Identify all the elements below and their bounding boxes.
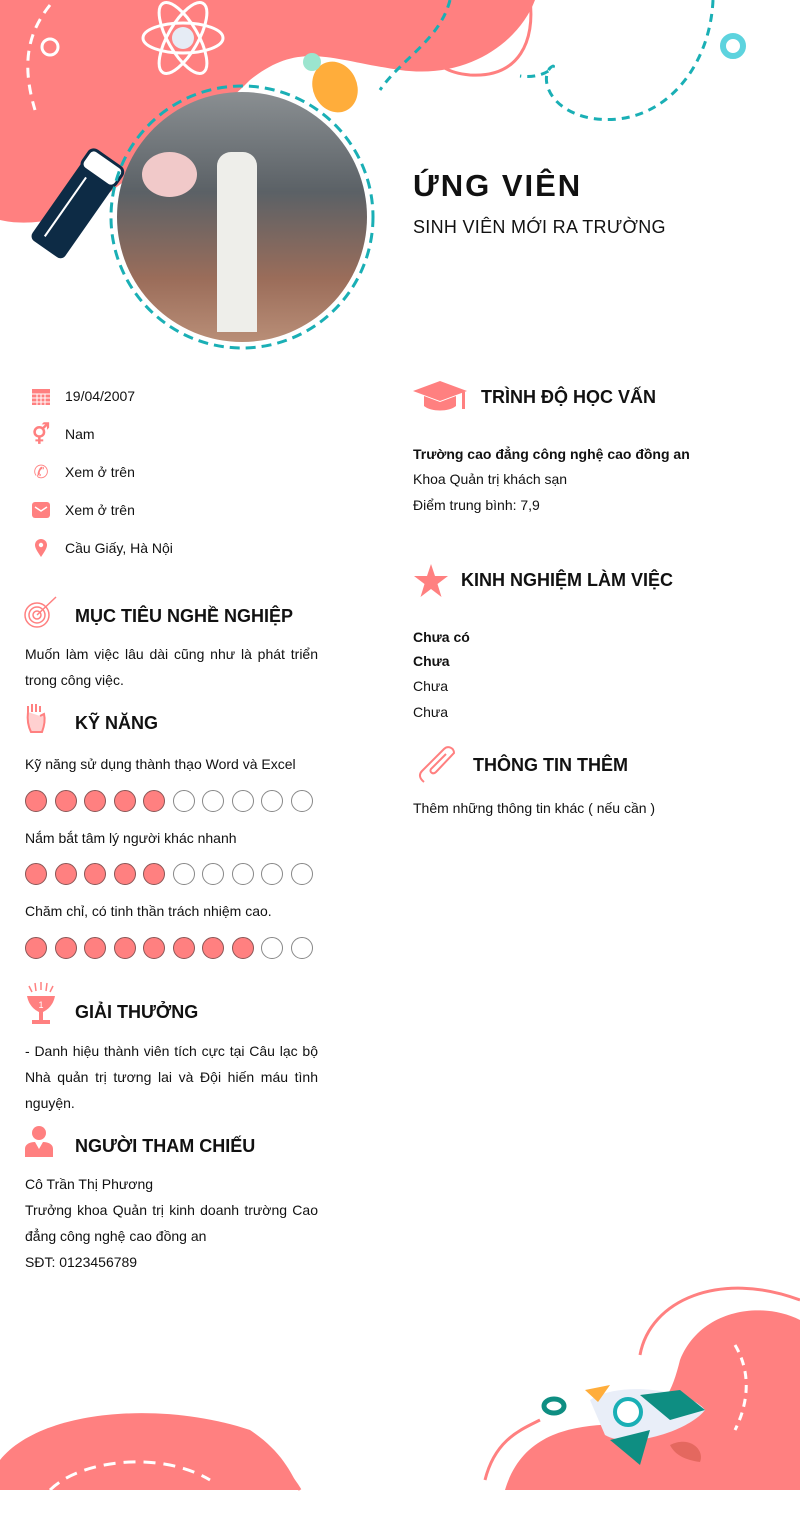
email-icon <box>30 499 52 521</box>
reference-title: NGƯỜI THAM CHIẾU <box>75 1136 256 1156</box>
extra-title: THÔNG TIN THÊM <box>473 755 628 775</box>
reference-name: Cô Trần Thị Phương <box>25 1176 154 1192</box>
paperclip-icon <box>416 744 458 786</box>
rating-dot-empty <box>202 863 224 885</box>
person-icon <box>25 1125 53 1157</box>
skill-rating <box>25 790 313 812</box>
experience-line: Chưa <box>413 704 449 720</box>
skill-rating <box>25 863 313 885</box>
avatar-photo <box>117 92 367 342</box>
rating-dot-empty <box>232 863 254 885</box>
objective-text: Muốn làm việc lâu dài cũng như là phát triển trong công việc. <box>25 646 318 688</box>
rating-dot-filled <box>25 937 47 959</box>
flowers <box>142 152 197 197</box>
skill-name: Chăm chỉ, có tinh thần trách nhiệm cao. <box>25 903 272 919</box>
skills-title: KỸ NĂNG <box>75 713 159 733</box>
rating-dot-empty <box>291 790 313 812</box>
contact-gender <box>30 423 95 445</box>
skill-rating <box>25 937 313 959</box>
rating-dot-filled <box>143 863 165 885</box>
calendar-icon <box>30 385 52 407</box>
experience-line: Chưa <box>413 678 449 694</box>
contact-phone <box>30 461 135 483</box>
rating-dot-filled <box>143 937 165 959</box>
rating-dot-filled <box>55 790 77 812</box>
rating-dot-empty <box>261 790 283 812</box>
graduation-cap-icon <box>413 380 469 414</box>
rating-dot-filled <box>232 937 254 959</box>
contact-text: 19/04/2007 <box>65 388 136 404</box>
rating-dot-empty <box>173 863 195 885</box>
rating-dot-filled <box>84 790 106 812</box>
rating-dot-filled <box>114 863 136 885</box>
person-figure <box>217 152 257 332</box>
rating-dot-filled <box>84 937 106 959</box>
svg-text:1: 1 <box>38 1000 44 1010</box>
rating-dot-empty <box>291 937 313 959</box>
rating-dot-filled <box>143 790 165 812</box>
education-faculty: Khoa Quản trị khách sạn <box>413 471 568 487</box>
rating-dot-filled <box>55 863 77 885</box>
hand-icon <box>25 702 47 734</box>
rating-dot-empty <box>291 863 313 885</box>
contact-text: Nam <box>65 426 95 442</box>
reference-phone: SĐT: 0123456789 <box>25 1254 138 1270</box>
education-school: Trường cao đẳng công nghệ cao đồng an <box>413 446 690 462</box>
skill-name: Kỹ năng sử dụng thành thạo Word và Excel <box>25 756 296 772</box>
education-title: TRÌNH ĐỘ HỌC VẤN <box>481 387 656 407</box>
rating-dot-filled <box>84 863 106 885</box>
gender-icon: ⚥ <box>31 423 51 446</box>
rating-dot-empty <box>261 863 283 885</box>
contact-address <box>30 537 173 559</box>
rating-dot-filled <box>114 790 136 812</box>
contact-text: Xem ở trên <box>65 464 135 480</box>
extra-text: Thêm những thông tin khác ( nếu cần ) <box>413 800 656 816</box>
location-icon <box>30 537 52 559</box>
awards-title: GIẢI THƯỞNG <box>75 1002 199 1022</box>
reference-position: Trưởng khoa Quản trị kinh doanh trường Cao đẳng công nghệ cao đồng an <box>25 1202 318 1244</box>
experience-line: Chưa <box>413 653 450 669</box>
objective-title: MỤC TIÊU NGHỀ NGHIỆP <box>75 606 294 626</box>
star-icon <box>414 564 448 598</box>
rating-dot-empty <box>232 790 254 812</box>
rating-dot-filled <box>55 937 77 959</box>
trophy-icon <box>25 982 57 1026</box>
phone-icon: ✆ <box>33 461 49 482</box>
rating-dot-filled <box>202 937 224 959</box>
rating-dot-filled <box>173 937 195 959</box>
rating-dot-filled <box>114 937 136 959</box>
experience-line: Chưa có <box>413 629 470 645</box>
contact-text: Xem ở trên <box>65 502 135 518</box>
experience-title: KINH NGHIỆM LÀM VIỆC <box>461 570 674 590</box>
lightbulb-icon <box>303 53 366 120</box>
contact-text: Cầu Giấy, Hà Nội <box>65 540 173 556</box>
contact-email <box>30 499 135 521</box>
rating-dot-filled <box>25 790 47 812</box>
skill-name: Nắm bắt tâm lý người khác nhanh <box>25 830 237 846</box>
rating-dot-empty <box>202 790 224 812</box>
awards-text: - Danh hiệu thành viên tích cực tại Câu lạc bộ Nhà quản trị tương lai và Đội hiến máu tình nguyện. <box>25 1043 318 1111</box>
candidate-name: ỨNG VIÊN <box>413 168 583 203</box>
target-icon <box>24 595 58 629</box>
education-gpa: Điểm trung bình: 7,9 <box>413 497 540 513</box>
contact-dob <box>30 385 135 407</box>
rating-dot-empty <box>173 790 195 812</box>
rating-dot-filled <box>25 863 47 885</box>
candidate-role: SINH VIÊN MỚI RA TRƯỜNG <box>413 217 666 237</box>
rating-dot-empty <box>261 937 283 959</box>
